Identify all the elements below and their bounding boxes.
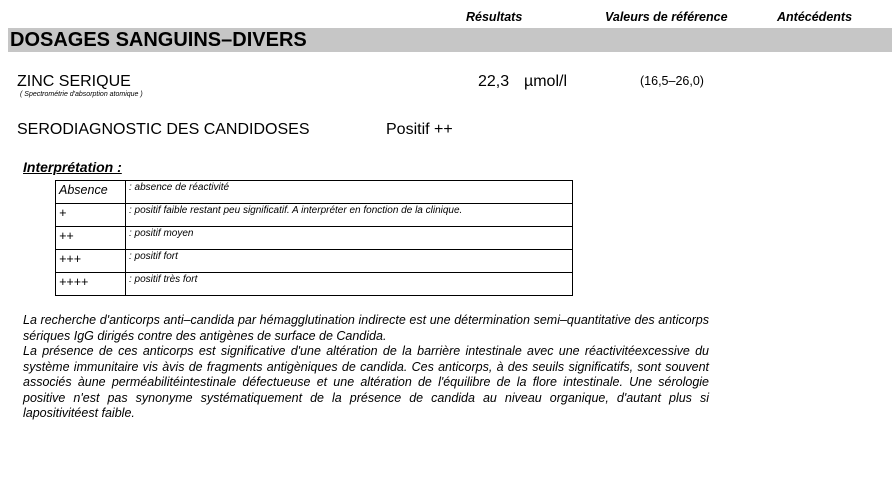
interpretation-title: Interprétation : [23, 159, 122, 175]
table-row [56, 204, 573, 227]
grade-cell: ++ [56, 227, 126, 250]
comment-line: La recherche d'anticorps anti–candida par hémagglutination indirecte est une détermination semi–quantitative des anticorps sériques IgG dirigés contre des antigènes de surface de Candida. [23, 313, 709, 343]
table-row [56, 227, 573, 250]
description-cell: : absence de réactivité [126, 181, 573, 204]
section-banner [8, 28, 892, 52]
zinc-test-method: ( Spectrométrie d'absorption atomique ) [20, 91, 143, 98]
reference-values-column-header: Valeurs de référence [605, 10, 728, 24]
grade-cell: +++ [56, 250, 126, 273]
candida-result-value: Positif ++ [386, 121, 453, 138]
interpretation-table [55, 180, 573, 296]
grade-cell: ++++ [56, 273, 126, 296]
description-cell: : positif très fort [126, 273, 573, 296]
results-column-header: Résultats [466, 10, 523, 24]
section-title: DOSAGES SANGUINS–DIVERS [10, 29, 307, 51]
zinc-result-unit: µmol/l [524, 73, 567, 90]
zinc-test-name: ZINC SERIQUE [17, 73, 131, 90]
description-cell: : positif fort [126, 250, 573, 273]
table-row [56, 181, 573, 204]
comment-paragraph [23, 313, 709, 422]
grade-cell: + [56, 204, 126, 227]
candida-test-name: SERODIAGNOSTIC DES CANDIDOSES [17, 121, 310, 138]
table-row [56, 273, 573, 296]
comment-line: La présence de ces anticorps est significative d'une altération de la barrière intestinale avec une réactivitéexcessive du système immunitaire vis àvis de fragments antigèniques de candida. Ces anticorps, à des seuils significatifs, sont souvent associés àune perméabilitéintestinale défectueuse et une altération de l'équilibre de la flore intestinale. Une sérologie positive n'est pas synonyme systématiquement de la présence de candida au niveau organique, d'autant plus si lapositivitéest faible. [23, 344, 709, 420]
zinc-reference-range: (16,5–26,0) [640, 74, 704, 88]
description-cell: : positif moyen [126, 227, 573, 250]
table-row [56, 250, 573, 273]
description-cell: : positif faible restant peu significatif. A interpréter en fonction de la clinique. [126, 204, 573, 227]
zinc-result-value: 22,3 [478, 73, 510, 90]
grade-cell: Absence [56, 181, 126, 204]
history-column-header: Antécédents [777, 10, 853, 24]
